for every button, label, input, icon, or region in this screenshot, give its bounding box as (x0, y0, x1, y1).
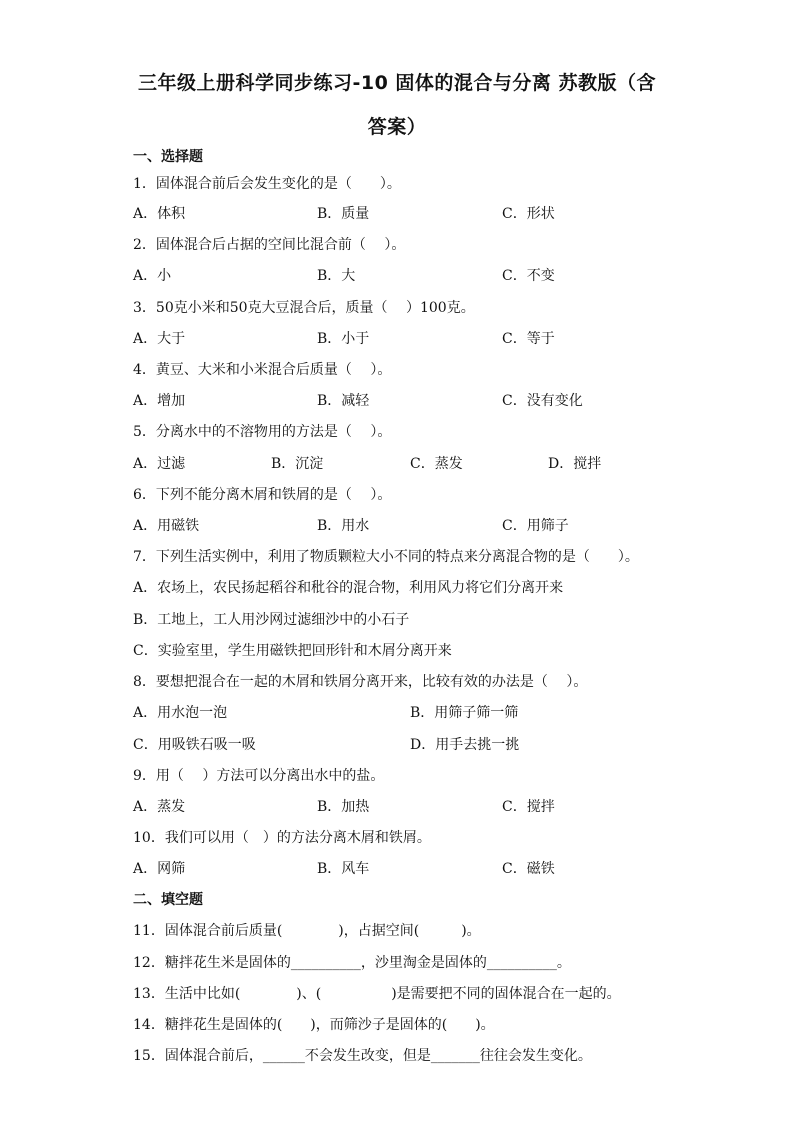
q9-option-b: B．加热 (317, 799, 370, 815)
question-14: 14．糖拌花生是固体的( )，而筛沙子是固体的( )。 (133, 1017, 495, 1033)
question-10: 10．我们可以用（ ）的方法分离木屑和铁屑。 (133, 830, 431, 846)
q6-option-a: A．用磁铁 (133, 518, 200, 534)
q8-option-a: A．用水泡一泡 (133, 705, 228, 721)
question-4: 4．黄豆、大米和小米混合后质量（ ）。 (133, 362, 392, 378)
question-2: 2．固体混合后占据的空间比混合前（ ）。 (133, 237, 406, 253)
q8-option-b: B．用筛子筛一筛 (410, 705, 519, 721)
q5-option-a: A．过滤 (133, 456, 186, 472)
question-9: 9．用（ ）方法可以分离出水中的盐。 (133, 768, 385, 784)
q2-option-c: C．不变 (502, 268, 555, 284)
question-6: 6．下列不能分离木屑和铁屑的是（ ）。 (133, 487, 392, 503)
q7-option-a: A．农场上，农民扬起稻谷和秕谷的混合物，利用风力将它们分离开来 (133, 580, 564, 596)
question-5: 5．分离水中的不溶物用的方法是（ ）。 (133, 424, 392, 440)
section-heading-choice: 一、选择题 (133, 149, 203, 165)
q7-option-c: C．实验室里，学生用磁铁把回形针和木屑分离开来 (133, 643, 452, 659)
question-12: 12．糖拌花生米是固体的__________，沙里淘金是固体的__________。 (133, 955, 571, 971)
q3-option-b: B．小于 (317, 331, 370, 347)
question-7: 7．下列生活实例中，利用了物质颗粒大小不同的特点来分离混合物的是（ ）。 (133, 549, 639, 565)
q10-option-c: C．磁铁 (502, 861, 555, 877)
question-8: 8．要想把混合在一起的木屑和铁屑分离开来，比较有效的办法是（ ）。 (133, 674, 588, 690)
q2-option-a: A．小 (133, 268, 172, 284)
q1-option-a: A．体积 (133, 206, 186, 222)
q7-option-b: B．工地上，工人用沙网过滤细沙中的小石子 (133, 612, 410, 628)
q2-option-b: B．大 (317, 268, 356, 284)
q4-option-b: B．减轻 (317, 393, 370, 409)
q5-option-d: D．搅拌 (548, 456, 602, 472)
question-1: 1．固体混合前后会发生变化的是（ ）。 (133, 176, 401, 192)
q10-option-a: A．网筛 (133, 861, 186, 877)
page-title: 三年级上册科学同步练习-10 固体的混合与分离 苏教版（含 (137, 72, 657, 94)
q3-option-a: A．大于 (133, 331, 186, 347)
q6-option-c: C．用筛子 (502, 518, 569, 534)
q1-option-b: B．质量 (317, 206, 370, 222)
q3-option-c: C．等于 (502, 331, 555, 347)
q4-option-a: A．增加 (133, 393, 186, 409)
question-11: 11．固体混合前后质量( )，占据空间( )。 (133, 923, 481, 939)
q6-option-b: B．用水 (317, 518, 370, 534)
page-title-continued: 答案） (367, 116, 427, 138)
question-13: 13．生活中比如( )、( )是需要把不同的固体混合在一起的。 (133, 986, 621, 1002)
q9-option-a: A．蒸发 (133, 799, 186, 815)
q4-option-c: C．没有变化 (502, 393, 583, 409)
q5-option-c: C．蒸发 (410, 456, 463, 472)
question-15: 15．固体混合前后，______不会发生改变，但是_______往往会发生变化。 (133, 1048, 592, 1064)
q10-option-b: B．风车 (317, 861, 370, 877)
q9-option-c: C．搅拌 (502, 799, 555, 815)
section-heading-fill: 二、填空题 (133, 892, 203, 908)
q8-option-c: C．用吸铁石吸一吸 (133, 737, 256, 753)
q5-option-b: B．沉淀 (271, 456, 324, 472)
q1-option-c: C．形状 (502, 206, 555, 222)
question-3: 3．50克小米和50克大豆混合后，质量（ ）100克。 (133, 300, 475, 316)
q8-option-d: D．用手去挑一挑 (410, 737, 520, 753)
